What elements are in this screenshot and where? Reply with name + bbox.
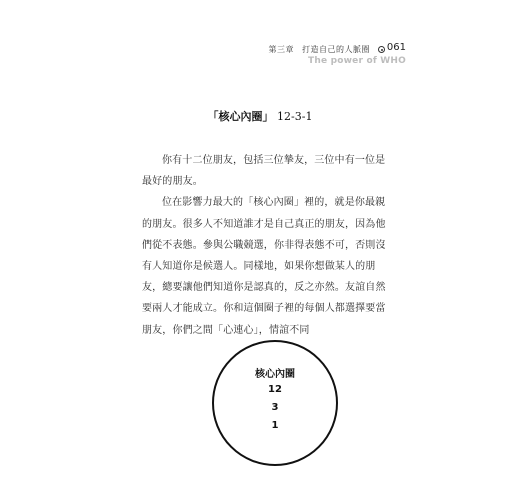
diagram-title: 核心內圈 xyxy=(255,369,295,380)
chapter-title: 打造自己的人脈圈 xyxy=(302,45,370,54)
diagram-value: 3 xyxy=(271,402,279,413)
bullseye-icon xyxy=(378,46,385,53)
section-heading xyxy=(0,108,520,124)
page-number: 061 xyxy=(386,42,406,53)
running-head xyxy=(269,44,391,55)
diagram-value: 1 xyxy=(271,420,279,431)
diagram-value: 12 xyxy=(268,384,282,395)
paragraph: 位在影響力最大的「核心內圈」裡的，就是你最親的朋友。很多人不知道誰才是自己真正的朋友，因為他們從不表態。參與公職競選，你非得表態不可，否則沒有人知道你是候選人。同樣地，如果你想做某人的朋友，總要讓他們知道你是認真的，反之亦然。友誼自然要兩人才能成立。你和這個圈子裡的每個人都選擇要當朋友，你們之間「心連心」，情誼不同 xyxy=(142,197,386,336)
section-heading-label: 「核心內圈」 xyxy=(207,110,274,123)
chapter-label: 第三章 xyxy=(268,45,294,54)
body-text xyxy=(142,150,392,341)
core-circle-diagram xyxy=(212,340,338,466)
section-heading-numbers: 12-3-1 xyxy=(273,110,313,123)
paragraph: 你有十二位朋友，包括三位摯友，三位中有一位是最好的朋友。 xyxy=(142,155,386,188)
series-name: The power of WHO xyxy=(308,56,406,66)
